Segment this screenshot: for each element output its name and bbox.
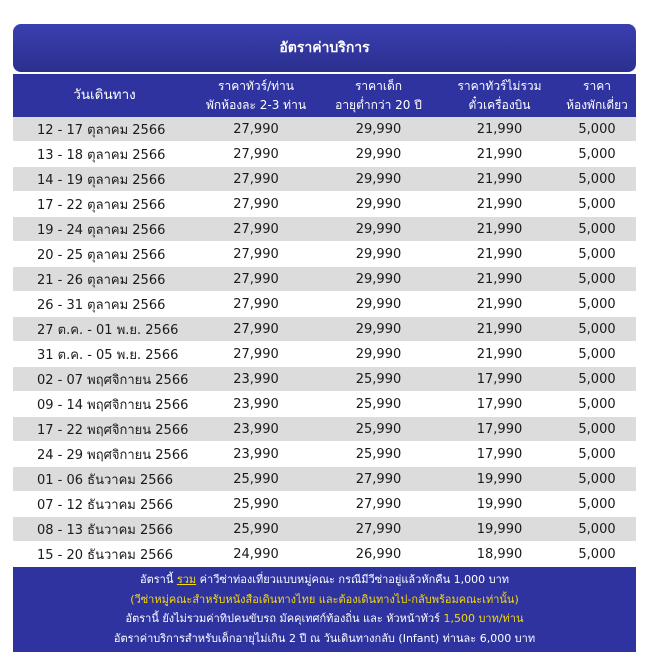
table-row xyxy=(13,142,636,167)
price-table xyxy=(13,74,636,567)
cell-tour-price: 23,990 xyxy=(196,392,316,417)
cell-tour-price: 25,990 xyxy=(196,467,316,492)
cell-single-room: 5,000 xyxy=(558,492,636,517)
cell-tour-price: 27,990 xyxy=(196,117,316,142)
cell-child-price: 29,990 xyxy=(316,142,441,167)
cell-tour-price: 27,990 xyxy=(196,217,316,242)
cell-date: 31 ต.ค. - 05 พ.ย. 2566 xyxy=(13,342,196,367)
footer-notes xyxy=(13,567,636,652)
cell-date: 15 - 20 ธันวาคม 2566 xyxy=(13,542,196,567)
cell-single-room: 5,000 xyxy=(558,317,636,342)
cell-date: 17 - 22 ตุลาคม 2566 xyxy=(13,192,196,217)
header-noflight-line1: ราคาทัวร์ไม่รวม xyxy=(457,78,542,93)
cell-child-price: 29,990 xyxy=(316,217,441,242)
cell-no-flight-price: 17,990 xyxy=(441,392,558,417)
table-row xyxy=(13,267,636,292)
cell-single-room: 5,000 xyxy=(558,292,636,317)
header-child-line1: ราคาเด็ก xyxy=(354,78,403,93)
cell-child-price: 29,990 xyxy=(316,292,441,317)
table-row xyxy=(13,542,636,567)
cell-no-flight-price: 21,990 xyxy=(441,342,558,367)
cell-tour-price: 24,990 xyxy=(196,542,316,567)
table-row xyxy=(13,167,636,192)
cell-no-flight-price: 21,990 xyxy=(441,317,558,342)
table-row xyxy=(13,217,636,242)
cell-no-flight-price: 21,990 xyxy=(441,292,558,317)
cell-child-price: 29,990 xyxy=(316,167,441,192)
cell-no-flight-price: 19,990 xyxy=(441,492,558,517)
header-child-line2: อายุต่ำกว่า 20 ปี xyxy=(335,97,422,112)
cell-no-flight-price: 21,990 xyxy=(441,217,558,242)
cell-single-room: 5,000 xyxy=(558,142,636,167)
cell-child-price: 29,990 xyxy=(316,317,441,342)
cell-child-price: 29,990 xyxy=(316,117,441,142)
footer-note-visa-text: ค่าวีซ่าท่องเที่ยวแบบหมู่คณะ กรณีมีวีซ่าอยู่แล้วหักคืน 1,000 บาท xyxy=(196,573,510,586)
cell-tour-price: 23,990 xyxy=(196,417,316,442)
cell-no-flight-price: 21,990 xyxy=(441,142,558,167)
cell-date: 14 - 19 ตุลาคม 2566 xyxy=(13,167,196,192)
cell-single-room: 5,000 xyxy=(558,442,636,467)
cell-no-flight-price: 21,990 xyxy=(441,117,558,142)
table-body xyxy=(13,117,636,567)
cell-no-flight-price: 17,990 xyxy=(441,367,558,392)
cell-single-room: 5,000 xyxy=(558,542,636,567)
footer-note-visa xyxy=(13,570,636,590)
table-header xyxy=(13,74,636,117)
header-single-line2: ห้องพักเดี่ยว xyxy=(566,97,628,112)
cell-date: 20 - 25 ตุลาคม 2566 xyxy=(13,242,196,267)
cell-child-price: 29,990 xyxy=(316,342,441,367)
cell-date: 02 - 07 พฤศจิกายน 2566 xyxy=(13,367,196,392)
cell-no-flight-price: 19,990 xyxy=(441,467,558,492)
cell-single-room: 5,000 xyxy=(558,217,636,242)
cell-child-price: 27,990 xyxy=(316,467,441,492)
cell-single-room: 5,000 xyxy=(558,167,636,192)
header-tour-price xyxy=(196,74,316,117)
header-no-flight-price xyxy=(441,74,558,117)
header-tour-line2: พักห้องละ 2-3 ท่าน xyxy=(205,97,307,112)
table-row xyxy=(13,292,636,317)
cell-tour-price: 25,990 xyxy=(196,492,316,517)
cell-no-flight-price: 21,990 xyxy=(441,192,558,217)
cell-tour-price: 23,990 xyxy=(196,367,316,392)
cell-tour-price: 27,990 xyxy=(196,342,316,367)
table-row xyxy=(13,367,636,392)
table-row xyxy=(13,117,636,142)
header-tour-line1: ราคาทัวร์/ท่าน xyxy=(218,78,294,93)
cell-single-room: 5,000 xyxy=(558,392,636,417)
footer-note-infant: อัตราค่าบริการสำหรับเด็กอายุไม่เกิน 2 ปี ณ วันเดินทางกลับ (Infant) ท่านละ 6,000 บาท xyxy=(113,631,536,645)
cell-child-price: 29,990 xyxy=(316,267,441,292)
header-date: วันเดินทาง xyxy=(13,74,196,117)
cell-child-price: 25,990 xyxy=(316,392,441,417)
price-table-container xyxy=(13,24,636,652)
cell-tour-price: 27,990 xyxy=(196,142,316,167)
cell-no-flight-price: 21,990 xyxy=(441,167,558,192)
cell-no-flight-price: 19,990 xyxy=(441,517,558,542)
header-single-room xyxy=(558,74,636,117)
cell-date: 09 - 14 พฤศจิกายน 2566 xyxy=(13,392,196,417)
cell-child-price: 25,990 xyxy=(316,417,441,442)
cell-child-price: 29,990 xyxy=(316,242,441,267)
cell-single-room: 5,000 xyxy=(558,267,636,292)
table-row xyxy=(13,242,636,267)
cell-no-flight-price: 21,990 xyxy=(441,267,558,292)
table-row xyxy=(13,492,636,517)
footer-note-tips xyxy=(13,609,636,629)
cell-date: 01 - 06 ธันวาคม 2566 xyxy=(13,467,196,492)
cell-no-flight-price: 17,990 xyxy=(441,417,558,442)
cell-date: 27 ต.ค. - 01 พ.ย. 2566 xyxy=(13,317,196,342)
header-noflight-line2: ตั๋วเครื่องบิน xyxy=(468,97,531,112)
table-row xyxy=(13,317,636,342)
cell-single-room: 5,000 xyxy=(558,467,636,492)
cell-child-price: 27,990 xyxy=(316,517,441,542)
cell-single-room: 5,000 xyxy=(558,192,636,217)
cell-tour-price: 23,990 xyxy=(196,442,316,467)
cell-no-flight-price: 18,990 xyxy=(441,542,558,567)
cell-single-room: 5,000 xyxy=(558,417,636,442)
cell-no-flight-price: 21,990 xyxy=(441,242,558,267)
cell-tour-price: 25,990 xyxy=(196,517,316,542)
cell-date: 08 - 13 ธันวาคม 2566 xyxy=(13,517,196,542)
table-row xyxy=(13,342,636,367)
cell-single-room: 5,000 xyxy=(558,117,636,142)
cell-date: 24 - 29 พฤศจิกายน 2566 xyxy=(13,442,196,467)
cell-tour-price: 27,990 xyxy=(196,317,316,342)
cell-child-price: 29,990 xyxy=(316,192,441,217)
cell-date: 21 - 26 ตุลาคม 2566 xyxy=(13,267,196,292)
table-row xyxy=(13,517,636,542)
cell-no-flight-price: 17,990 xyxy=(441,442,558,467)
cell-single-room: 5,000 xyxy=(558,517,636,542)
cell-single-room: 5,000 xyxy=(558,367,636,392)
cell-date: 26 - 31 ตุลาคม 2566 xyxy=(13,292,196,317)
table-title: อัตราค่าบริการ xyxy=(13,24,636,72)
table-row xyxy=(13,192,636,217)
cell-single-room: 5,000 xyxy=(558,242,636,267)
cell-date: 07 - 12 ธันวาคม 2566 xyxy=(13,492,196,517)
header-child-price xyxy=(316,74,441,117)
cell-tour-price: 27,990 xyxy=(196,292,316,317)
cell-child-price: 25,990 xyxy=(316,442,441,467)
cell-date: 13 - 18 ตุลาคม 2566 xyxy=(13,142,196,167)
table-row xyxy=(13,467,636,492)
cell-child-price: 26,990 xyxy=(316,542,441,567)
cell-child-price: 25,990 xyxy=(316,367,441,392)
footer-note-visa-condition: (วีซ่าหมู่คณะสำหรับหนังสือเดินทางไทย และต้องเดินทางไป-กลับพร้อมคณะเท่านั้น) xyxy=(130,592,519,606)
cell-tour-price: 27,990 xyxy=(196,167,316,192)
footer-note-tips-amount: 1,500 บาท/ท่าน xyxy=(443,612,524,625)
footer-note-visa-prefix: อัตรานี้ xyxy=(139,573,177,586)
table-row xyxy=(13,392,636,417)
table-row xyxy=(13,417,636,442)
cell-child-price: 27,990 xyxy=(316,492,441,517)
cell-date: 17 - 22 พฤศจิกายน 2566 xyxy=(13,417,196,442)
cell-date: 12 - 17 ตุลาคม 2566 xyxy=(13,117,196,142)
cell-single-room: 5,000 xyxy=(558,342,636,367)
table-row xyxy=(13,442,636,467)
cell-tour-price: 27,990 xyxy=(196,192,316,217)
header-single-line1: ราคา xyxy=(583,78,611,93)
cell-tour-price: 27,990 xyxy=(196,267,316,292)
cell-tour-price: 27,990 xyxy=(196,242,316,267)
cell-date: 19 - 24 ตุลาคม 2566 xyxy=(13,217,196,242)
footer-note-visa-included: รวม xyxy=(176,573,197,586)
footer-note-tips-text: อัตรานี้ ยังไม่รวมค่าทิปคนขับรถ มัคคุเทศก์ท้องถิ่น และ หัวหน้าทัวร์ xyxy=(125,612,444,625)
